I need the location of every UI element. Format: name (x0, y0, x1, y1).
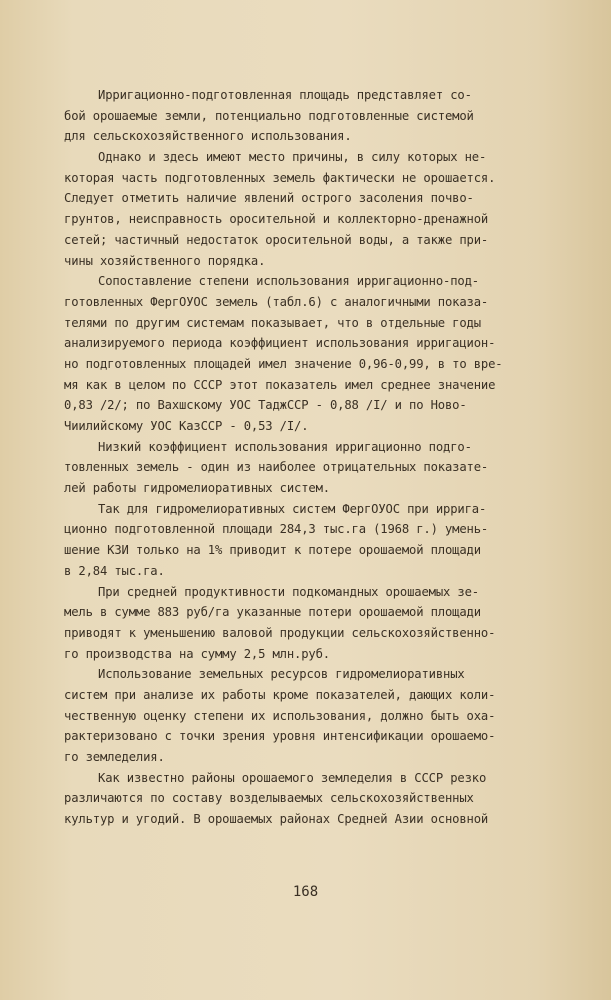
text-line: анализируемого периода коэффициент использования ирригацион- (64, 336, 496, 351)
text-line: Чиилийскому УОС КазССР - 0,53 /I/. (64, 419, 309, 433)
text-line: 0,83 /2/; по Вахшскому УОС ТаджССР - 0,88 /I/ и по Ново- (64, 398, 467, 413)
text-line: Использование земельных ресурсов гидромелиоративных (98, 667, 465, 682)
text-line: которая часть подготовленных земель фактически не орошается. (64, 170, 496, 185)
text-line: ционно подготовленной площади 284,3 тыс.га (1968 г.) умень- (64, 522, 489, 537)
text-line: готовленных ФергОУОС земель (табл.6) с аналогичными показа- (64, 294, 489, 309)
text-line: приводят к уменьшению валовой продукции сельскохозяйственно- (64, 625, 496, 640)
text-line: Низкий коэффициент использования ирригационно подго- (98, 439, 472, 454)
text-line: в 2,84 тыс.га. (64, 563, 165, 578)
text-line: но подготовленных площадей имел значение 0,96-0,99, в то вре- (64, 356, 503, 371)
text-line: мель в сумме 883 руб/га указанные потери орошаемой площади (64, 605, 481, 620)
text-line: чественную оценку степени их использования, должно быть оха- (64, 708, 496, 723)
text-line: для сельскохозяйственного использования. (64, 129, 352, 144)
text-line: чины хозяйственного порядка. (64, 253, 266, 268)
text-line: культур и угодий. В орошаемых районах Средней Азии основной (64, 812, 489, 827)
page-number: 168 (292, 884, 319, 900)
text-line: Так для гидромелиоративных систем ФергОУОС при иррига- (98, 501, 487, 516)
text-line: бой орошаемые земли, потенциально подготовленные системой (64, 108, 474, 123)
text-line: го земледелия. (64, 750, 165, 764)
text-line: Сопоставление степени использования ирригационно-под- (98, 274, 479, 289)
text-line: различаются по составу возделываемых сельскохозяйственных (64, 791, 474, 806)
text-line: систем при анализе их работы кроме показателей, дающих коли- (64, 687, 496, 702)
text-line: лей работы гидромелиоративных систем. (64, 481, 330, 496)
text-line: мя как в целом по СССР этот показатель имел среднее значение (64, 377, 496, 392)
body-text (64, 85, 544, 830)
text-line: Как известно районы орошаемого земледелия в СССР резко (98, 770, 487, 785)
text-line: грунтов, неисправность оросительной и коллекторно-дренажной (64, 212, 489, 227)
text-line: сетей; частичный недостаток оросительной воды, а также при- (64, 232, 489, 247)
text-line: Следует отметить наличие явлений острого засоления почво- (64, 191, 474, 206)
text-line: телями по другим системам показывает, что в отдельные годы (64, 315, 481, 330)
text-line: Однако и здесь имеют место причины, в силу которых не- (98, 150, 487, 165)
text-line: рактеризовано с точки зрения уровня интенсификации орошаемо- (64, 729, 496, 744)
text-line: шение КЗИ только на 1% приводит к потере орошаемой площади (64, 543, 481, 558)
text-line: Ирригационно-подготовленная площадь представляет со- (98, 88, 472, 102)
text-line: При средней продуктивности подкомандных орошаемых зе- (98, 584, 479, 599)
text-line: товленных земель - один из наиболее отрицательных показате- (64, 460, 489, 475)
text-line: го производства на сумму 2,5 млн.руб. (64, 646, 330, 661)
